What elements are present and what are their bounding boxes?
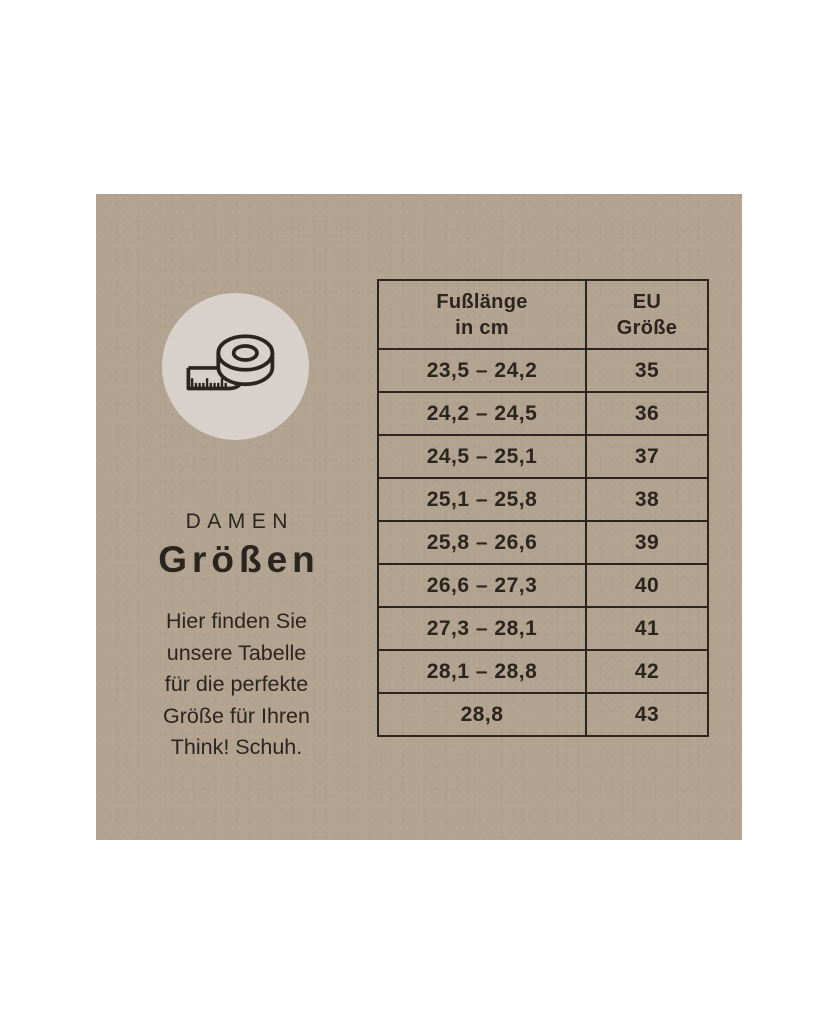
- header-eu-size-line1: EU: [632, 290, 662, 313]
- table-row: [378, 693, 708, 736]
- foot-length-cell: 25,1 – 25,8: [378, 478, 586, 521]
- header-foot-length-line2: in cm: [455, 316, 509, 339]
- page-title: Größen: [158, 539, 320, 580]
- eu-size-cell: 41: [586, 607, 708, 650]
- foot-length-cell: 28,1 – 28,8: [378, 650, 586, 693]
- eu-size-cell: 39: [586, 521, 708, 564]
- heading-kicker: DAMEN: [185, 510, 294, 533]
- header-eu-size-line2: Größe: [616, 316, 678, 339]
- table-row: [378, 650, 708, 693]
- header-foot-length: [378, 280, 586, 349]
- foot-length-cell: 24,2 – 24,5: [378, 392, 586, 435]
- eu-size-cell: 37: [586, 435, 708, 478]
- eu-size-cell: 40: [586, 564, 708, 607]
- description-line: Größe für Ihren: [163, 703, 310, 728]
- foot-length-cell: 28,8: [378, 693, 586, 736]
- table-row: [378, 564, 708, 607]
- header-foot-length-line1: Fußlänge: [436, 290, 528, 313]
- table-row: [378, 607, 708, 650]
- description-line: Hier finden Sie: [165, 609, 308, 633]
- size-table: [377, 279, 709, 737]
- foot-length-cell: 23,5 – 24,2: [378, 349, 586, 392]
- icon-badge: [162, 293, 309, 440]
- table-row: [378, 521, 708, 564]
- size-chart-card: [96, 194, 742, 840]
- eu-size-cell: 43: [586, 693, 708, 736]
- eu-size-cell: 42: [586, 650, 708, 693]
- description-line: für die perfekte: [164, 672, 309, 696]
- eu-size-cell: 38: [586, 478, 708, 521]
- foot-length-cell: 26,6 – 27,3: [378, 564, 586, 607]
- description-line: unsere Tabelle: [166, 640, 307, 665]
- header-eu-size: [586, 280, 708, 349]
- table-row: [378, 478, 708, 521]
- foot-length-cell: 24,5 – 25,1: [378, 435, 586, 478]
- foot-length-cell: 27,3 – 28,1: [378, 607, 586, 650]
- measuring-tape-icon: [180, 323, 292, 411]
- table-header-row: [378, 280, 708, 349]
- table-row: [378, 392, 708, 435]
- foot-length-cell: 25,8 – 26,6: [378, 521, 586, 564]
- table-row: [378, 435, 708, 478]
- eu-size-cell: 35: [586, 349, 708, 392]
- table-row: [378, 349, 708, 392]
- description-line: Think! Schuh.: [170, 735, 303, 759]
- description-text: [96, 606, 377, 764]
- eu-size-cell: 36: [586, 392, 708, 435]
